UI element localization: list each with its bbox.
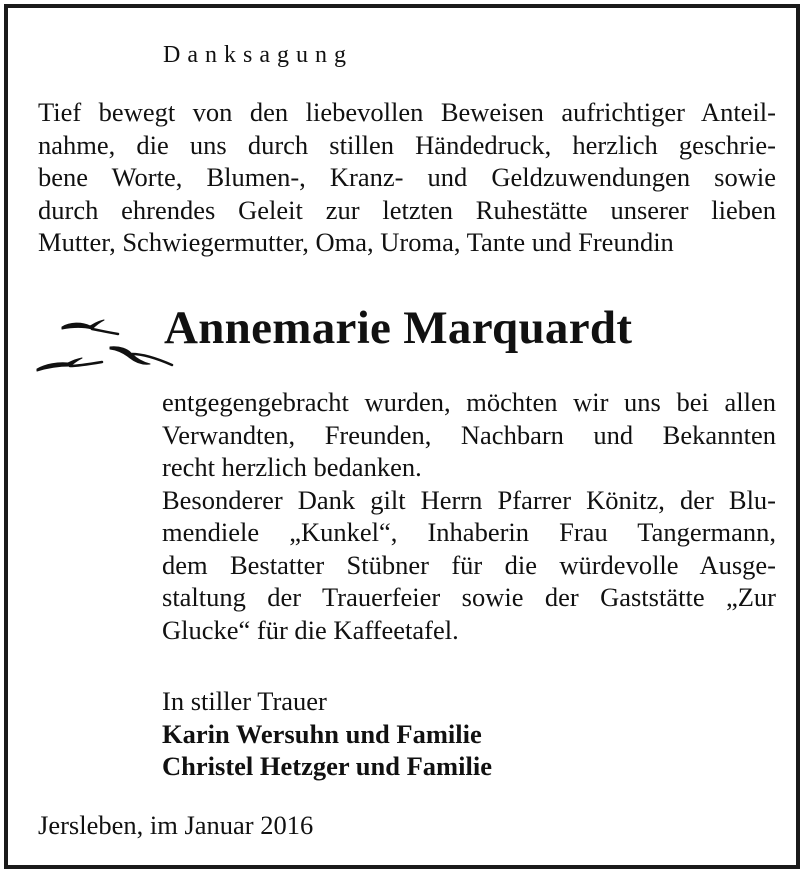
obituary-notice bbox=[4, 4, 800, 869]
thanks-line: recht herzlich bedanken. bbox=[162, 452, 422, 482]
thanks-line: mendiele „Kunkel“, Inhaberin Frau Tangermann, bbox=[162, 517, 776, 547]
mourning-phrase: In stiller Trauer bbox=[162, 686, 327, 716]
intro-line: durch ehrendes Geleit zur letzten Ruhestätte unserer lieben bbox=[38, 194, 776, 225]
thanks-paragraph bbox=[162, 386, 776, 646]
intro-line: bene Worte, Blumen-, Kranz- und Geldzuwendungen sowie bbox=[38, 162, 776, 192]
thanks-line: dem Bestatter Stübner für die würdevolle Ausge- bbox=[162, 549, 776, 580]
place-and-date: Jersleben, im Januar 2016 bbox=[38, 810, 314, 840]
birds-in-flight-icon bbox=[32, 316, 182, 378]
thanks-line: Besonderer Dank gilt Herrn Pfarrer Könitz, der Blu- bbox=[162, 484, 776, 515]
family-name: Karin Wersuhn und Familie bbox=[162, 718, 482, 749]
intro-line: nahme, die uns durch stillen Händedruck, herzlich geschrie- bbox=[38, 129, 776, 160]
intro-paragraph bbox=[38, 96, 776, 259]
thanks-line: entgegengebracht wurden, möchten wir uns bei allen bbox=[162, 387, 776, 417]
intro-line: Mutter, Schwiegermutter, Oma, Uroma, Tante und Freundin bbox=[38, 227, 674, 257]
thanks-line: Glucke“ für die Kaffeetafel. bbox=[162, 614, 459, 645]
notice-heading: Danksagung bbox=[163, 42, 353, 68]
intro-line: Tief bewegt von den liebevollen Beweisen aufrichtiger Anteil- bbox=[38, 97, 776, 127]
deceased-name: Annemarie Marquardt bbox=[164, 302, 633, 354]
thanks-line: Verwandten, Freunden, Nachbarn und Bekannten bbox=[162, 419, 776, 450]
signature-block bbox=[162, 685, 492, 783]
family-name: Christel Hetzger und Familie bbox=[162, 751, 492, 781]
thanks-line: staltung der Trauerfeier sowie der Gaststätte „Zur bbox=[162, 582, 776, 612]
